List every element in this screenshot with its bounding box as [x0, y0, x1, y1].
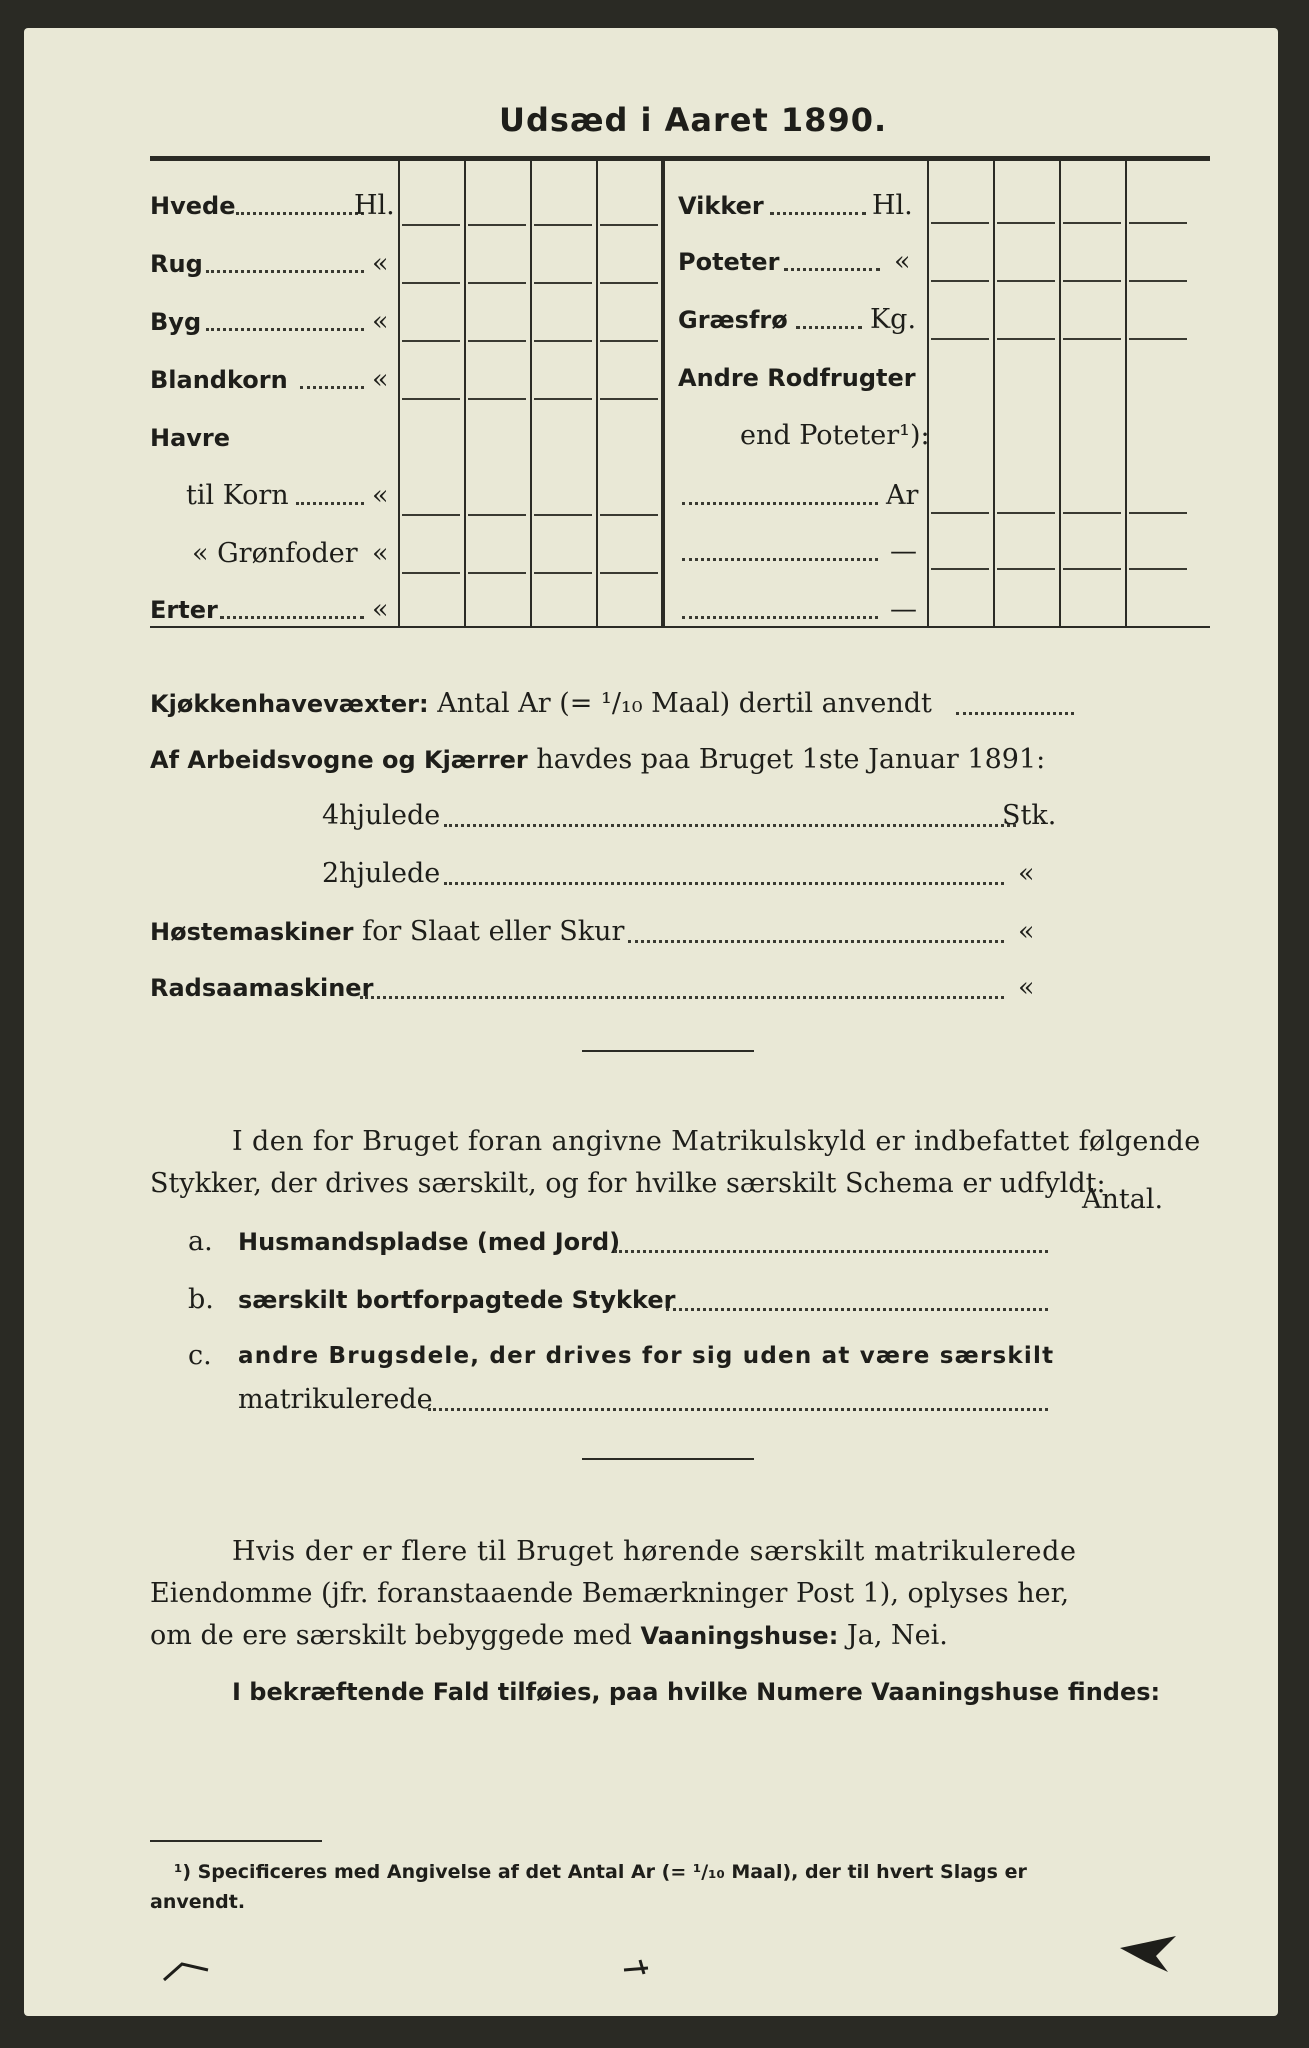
matrikul-line2: Stykker, der drives særskilt, og for hvilke særskilt Schema er udfyldt: [150, 1168, 1106, 1199]
dot-leader [682, 558, 878, 561]
dot-leader [220, 616, 364, 619]
entry-cell-right[interactable] [1063, 512, 1121, 514]
unit-label: « [894, 246, 911, 277]
table-top-rule [150, 156, 1210, 161]
entry-cell-left[interactable] [534, 514, 592, 516]
crop-label: Blandkorn [150, 366, 288, 394]
bekr-bold-c: findes: [1067, 1678, 1161, 1706]
table-col-divider [1125, 161, 1127, 626]
ink-mark-icon [1116, 1926, 1186, 1986]
kjokken-text: Antal Ar (= ¹/₁₀ Maal) dertil anvendt [437, 688, 932, 719]
entry-cell-left[interactable] [468, 398, 526, 400]
entry-cell-left[interactable] [468, 224, 526, 226]
dot-leader [300, 386, 364, 389]
kjokken-label: Kjøkkenhavevæxter: [150, 690, 429, 718]
crop-label: Græsfrø [678, 306, 788, 334]
entry-cell-left[interactable] [600, 224, 658, 226]
entry-cell-right[interactable] [1129, 280, 1187, 282]
item-c-label: c. [188, 1340, 212, 1371]
crop-label: Erter [150, 596, 218, 624]
entry-cell-left[interactable] [534, 224, 592, 226]
entry-cell-right[interactable] [997, 280, 1055, 282]
hvis-line1: Hvis der er flere til Bruget hørende særskilt matrikulerede [232, 1536, 1077, 1567]
crop-label: Andre Rodfrugter [678, 364, 916, 392]
hjul4-unit: Stk. [1002, 800, 1057, 831]
entry-cell-right[interactable] [1129, 568, 1187, 570]
item-c-text-2: matrikulerede [238, 1384, 433, 1415]
table-col-divider [398, 161, 400, 626]
table-col-divider [596, 161, 598, 626]
hjul2-unit: « [1018, 858, 1035, 889]
dot-leader [206, 328, 364, 331]
entry-cell-right[interactable] [931, 512, 989, 514]
ink-mark-icon [618, 1944, 668, 1984]
entry-cell-left[interactable] [534, 282, 592, 284]
entry-cell-right[interactable] [1129, 512, 1187, 514]
footnote-rule [150, 1840, 322, 1842]
footnote-line2: anvendt. [150, 1891, 246, 1913]
dot-leader [444, 882, 1004, 885]
entry-cell-left[interactable] [600, 398, 658, 400]
item-b-text: særskilt bortforpagtede Stykker [238, 1286, 676, 1314]
unit-label: Hl. [354, 190, 395, 221]
crop-label: Vikker [678, 192, 764, 220]
entry-cell-left[interactable] [534, 398, 592, 400]
unit-label: — [890, 536, 917, 567]
dot-leader [628, 940, 1004, 943]
entry-cell-left[interactable] [534, 340, 592, 342]
dot-leader [296, 502, 364, 505]
table-bottom-rule [150, 626, 1210, 628]
bekr-bold-a: I bekræftende Fald tilføies, paa [232, 1678, 659, 1706]
entry-cell-left[interactable] [402, 514, 460, 516]
arbeid-text: havdes paa Bruget 1ste Januar 1891: [536, 744, 1046, 775]
hoste-text: for Slaat eller Skur [362, 916, 625, 947]
entry-cell-right[interactable] [1063, 338, 1121, 340]
dot-leader [784, 268, 880, 271]
crop-label: end Poteter¹): [740, 420, 930, 451]
page-title: Udsæd i Aaret 1890. [499, 101, 888, 139]
hvis-line3 [150, 1620, 948, 1652]
entry-cell-left[interactable] [402, 572, 460, 574]
entry-cell-left[interactable] [600, 514, 658, 516]
entry-cell-left[interactable] [468, 572, 526, 574]
entry-cell-left[interactable] [600, 282, 658, 284]
entry-cell-left[interactable] [468, 282, 526, 284]
entry-cell-right[interactable] [997, 568, 1055, 570]
entry-cell-right[interactable] [1063, 280, 1121, 282]
ink-mark-icon [160, 1944, 230, 1984]
entry-cell-left[interactable] [402, 340, 460, 342]
entry-cell-left[interactable] [600, 572, 658, 574]
unit-label: « [372, 594, 389, 625]
matrikul-line1: I den for Bruget foran angivne Matrikulskyld er indbefattet følgende [232, 1126, 1201, 1157]
entry-cell-left[interactable] [402, 224, 460, 226]
crop-label: Havre [150, 424, 231, 452]
hvis-line3-options: Ja, Nei. [846, 1620, 948, 1651]
unit-label: Hl. [872, 190, 913, 221]
unit-label: — [890, 594, 917, 625]
dot-leader [956, 712, 1074, 715]
table-center-divider [661, 161, 665, 626]
item-a-label: a. [188, 1226, 213, 1257]
crop-label: Rug [150, 250, 203, 278]
entry-cell-right[interactable] [931, 568, 989, 570]
entry-cell-right[interactable] [997, 222, 1055, 224]
dot-leader [682, 502, 878, 505]
dot-leader [614, 1250, 1048, 1253]
entry-cell-right[interactable] [931, 222, 989, 224]
entry-cell-left[interactable] [600, 340, 658, 342]
unit-label: Ar [886, 480, 919, 511]
dot-leader [206, 270, 364, 273]
unit-label: « [372, 364, 389, 395]
item-c-text: andre Brugsdele, der drives for sig uden at være særskilt [238, 1343, 1055, 1369]
unit-label: « [372, 306, 389, 337]
section-divider [582, 1458, 754, 1460]
radsaa-label: Radsaamaskiner [150, 974, 374, 1002]
unit-label: Kg. [870, 304, 917, 335]
entry-cell-right[interactable] [1063, 568, 1121, 570]
hjul4-label: 4hjulede [322, 800, 441, 831]
unit-label: « [372, 248, 389, 279]
hvis-line3-text: om de ere særskilt bebyggede med [150, 1620, 632, 1651]
table-col-divider [464, 161, 466, 626]
table-col-divider [1059, 161, 1061, 626]
entry-cell-left[interactable] [468, 340, 526, 342]
radsaa-unit: « [1018, 972, 1035, 1003]
bekr-bold-b: hvilke Numere Vaaningshuse [667, 1678, 1060, 1706]
table-col-divider [993, 161, 995, 626]
entry-cell-left[interactable] [402, 282, 460, 284]
hvis-line3-bold: Vaaningshuse: [640, 1622, 839, 1650]
crop-label: Byg [150, 308, 202, 336]
hjul2-label: 2hjulede [322, 858, 441, 889]
entry-cell-right[interactable] [997, 338, 1055, 340]
entry-cell-right[interactable] [1129, 338, 1187, 340]
arbeid-line [150, 744, 1045, 776]
entry-cell-right[interactable] [997, 512, 1055, 514]
entry-cell-left[interactable] [402, 398, 460, 400]
hvis-line2: Eiendomme (jfr. foranstaaende Bemærkninger Post 1), oplyses her, [150, 1578, 1070, 1609]
crop-label: « Grønfoder [192, 538, 358, 569]
arbeid-label: Af Arbeidsvogne og Kjærrer [150, 746, 528, 774]
dot-leader [236, 212, 364, 215]
form-page [24, 28, 1278, 2016]
footnote-line1: ¹) Specificeres med Angivelse af det Antal Ar (= ¹/₁₀ Maal), der til hvert Slags er [174, 1861, 1027, 1883]
hoste-label: Høstemaskiner [150, 918, 354, 946]
dot-leader [682, 616, 878, 619]
unit-label: « [372, 480, 389, 511]
entry-cell-right[interactable] [931, 280, 989, 282]
unit-label: « [372, 538, 389, 569]
entry-cell-right[interactable] [1129, 222, 1187, 224]
antal-header: Antal. [1082, 1184, 1164, 1215]
dot-leader [666, 1308, 1048, 1311]
dot-leader [360, 996, 1004, 999]
section-divider [582, 1050, 754, 1052]
item-a-text: Husmandspladse (med Jord) [238, 1228, 621, 1256]
table-col-divider [927, 161, 929, 626]
table-col-divider [530, 161, 532, 626]
bekr-line [232, 1676, 1160, 1708]
dot-leader [444, 824, 1016, 827]
entry-cell-right[interactable] [931, 338, 989, 340]
dot-leader [428, 1408, 1048, 1411]
entry-cell-right[interactable] [1063, 222, 1121, 224]
hoste-unit: « [1018, 916, 1035, 947]
crop-label: Hvede [150, 192, 236, 220]
item-b-label: b. [188, 1284, 214, 1315]
entry-cell-left[interactable] [534, 572, 592, 574]
dot-leader [796, 326, 862, 329]
hoste-line [150, 916, 624, 948]
crop-label: Poteter [678, 248, 780, 276]
crop-label: til Korn [186, 480, 289, 511]
entry-cell-left[interactable] [468, 514, 526, 516]
dot-leader [770, 212, 866, 215]
